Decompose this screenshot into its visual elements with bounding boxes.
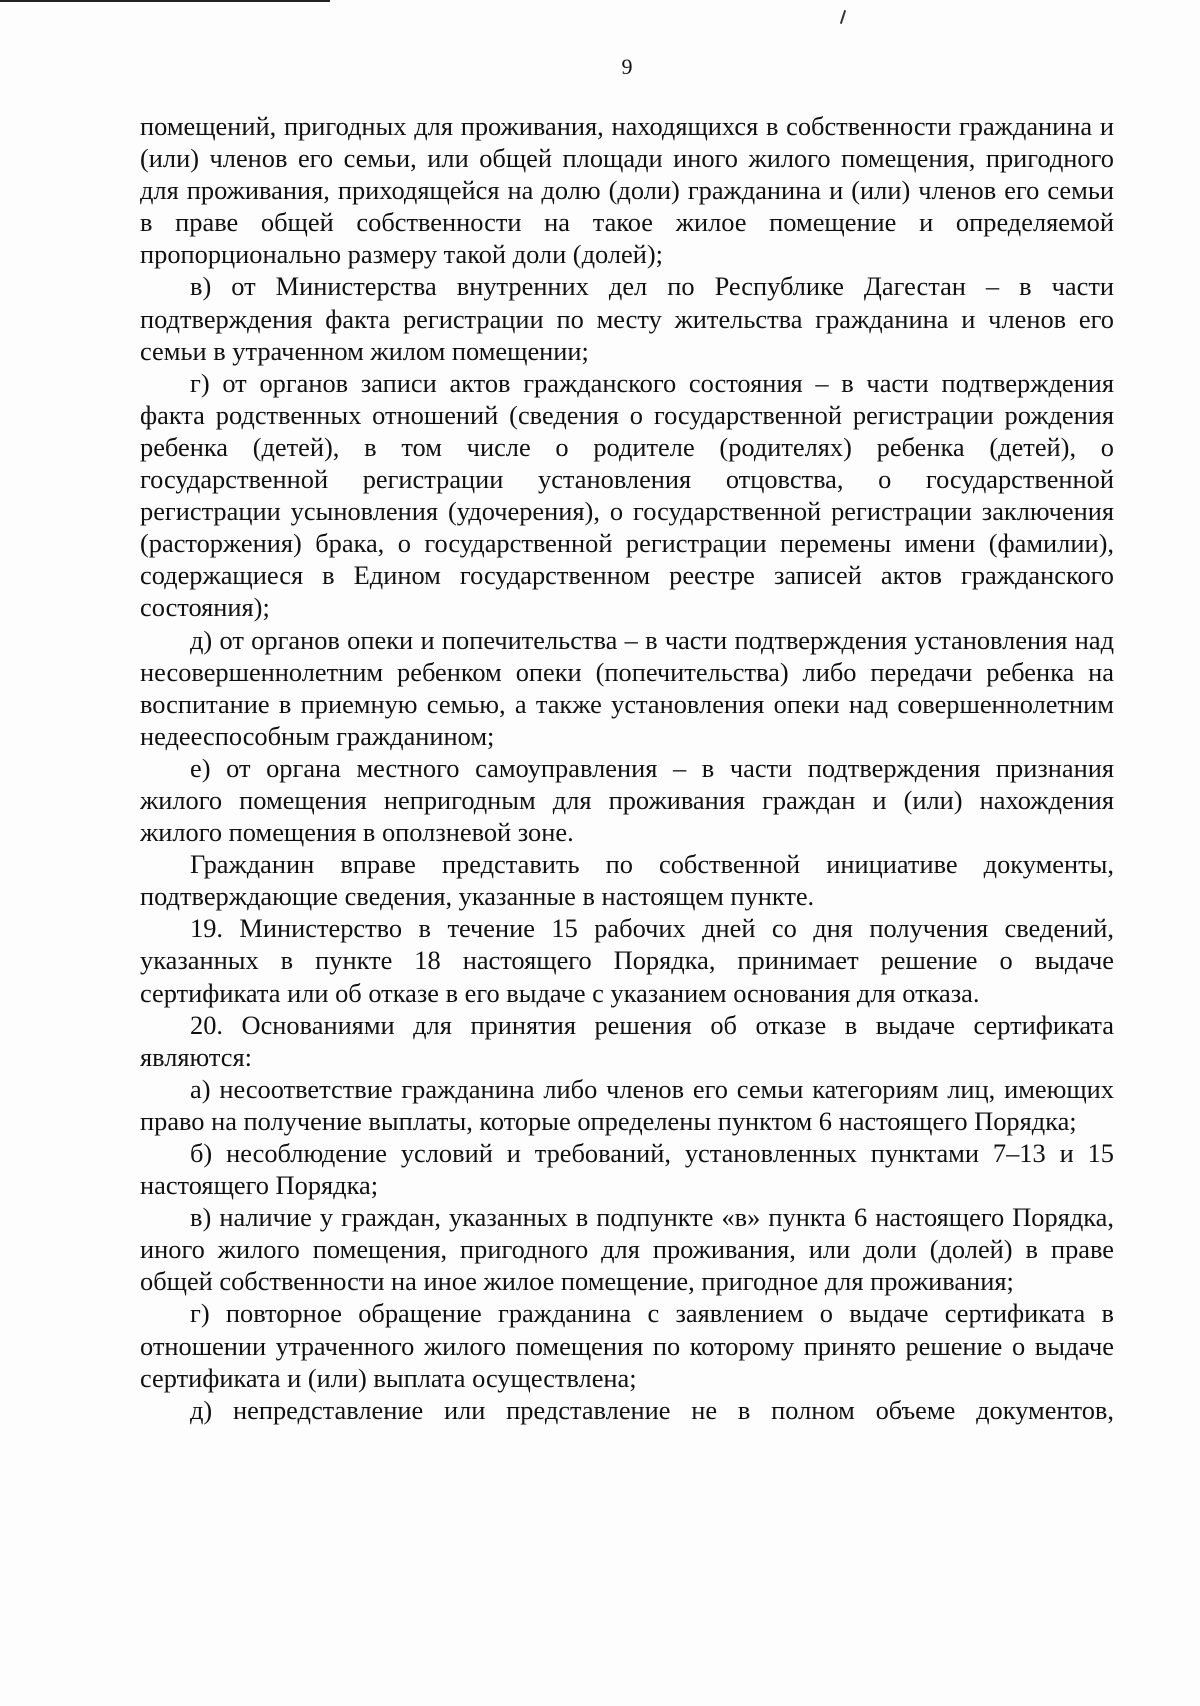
page-number: 9 bbox=[621, 54, 633, 79]
paragraph-citizen-right: Гражданин вправе представить по собственной инициативе документы, подтверждающие сведения, указанные в настоящем пункте. bbox=[140, 849, 1114, 912]
paragraph-refusal-b: б) несоблюдение условий и требований, установленных пунктами 7–13 и 15 настоящего Порядка; bbox=[140, 1138, 1114, 1201]
scan-pen-mark bbox=[840, 10, 846, 24]
paragraph-subitem-d: д) от органов опеки и попечительства – в части подтверждения установления над несовершеннолетним ребенком опеки (попечительства) либо передачи ребенка на воспитание в приемную семью, а также установления опеки над совершеннолетним недееспособным гражданином; bbox=[140, 624, 1114, 751]
paragraph-refusal-d: д) непредставление или представление не в полном объеме документов, bbox=[190, 1394, 1114, 1425]
paragraph-refusal-v: в) наличие у граждан, указанных в подпункте «в» пункта 6 настоящего Порядка, иного жилого помещения, пригодного для проживания, или доли (долей) в праве общей собственности на иное жилое помещение, пригодное для проживания; bbox=[140, 1202, 1114, 1297]
paragraph-clause-19: 19. Министерство в течение 15 рабочих дней со дня получения сведений, указанных в пункте 18 настоящего Порядка, принимает решение о выдаче сертификата или об отказе в его выдаче с указанием основания для отказа. bbox=[140, 913, 1114, 1008]
document-body bbox=[140, 110, 1114, 1426]
paragraph-refusal-a: а) несоответствие гражданина либо членов его семьи категориям лиц, имеющих право на получение выплаты, которые определены пунктом 6 настоящего Порядка; bbox=[140, 1073, 1114, 1136]
paragraph-clause-20: 20. Основаниями для принятия решения об отказе в выдаче сертификата являются: bbox=[140, 1009, 1114, 1072]
paragraph-continuation: помещений, пригодных для проживания, находящихся в собственности гражданина и (или) членов его семьи, или общей площади иного жилого помещения, пригодного для проживания, приходящейся на долю (доли) гражданина и (или) членов его семьи в праве общей собственности на такое жилое помещение и определяемой пропорционально размеру такой доли (долей); bbox=[140, 111, 1114, 270]
scan-border-line bbox=[0, 0, 330, 2]
paragraph-subitem-e: е) от органа местного самоуправления – в части подтверждения признания жилого помещения непригодным для проживания граждан и (или) нахождения жилого помещения в оползневой зоне. bbox=[140, 752, 1114, 848]
paragraph-subitem-g: г) от органов записи актов гражданского состояния – в части подтверждения факта родственных отношений (сведения о государственной регистрации рождения ребенка (детей), в том числе о родителе (родителях) ребенка (детей), о государственной регистрации установления отцовства, о государственной регистрации усыновления (удочерения), о государственной регистрации заключения (расторжения) брака, о государственной регистрации перемены имени (фамилии), содержащиеся в Едином государственном реестре записей актов гражданского состояния); bbox=[140, 367, 1114, 623]
paragraph-subitem-v: в) от Министерства внутренних дел по Республике Дагестан – в части подтверждения факта регистрации по месту жительства гражданина и членов его семьи в утраченном жилом помещении; bbox=[140, 271, 1114, 366]
paragraph-refusal-g: г) повторное обращение гражданина с заявлением о выдаче сертификата в отношении утраченного жилого помещения по которому принято решение о выдаче сертификата и (или) выплата осуществлена; bbox=[140, 1298, 1114, 1393]
